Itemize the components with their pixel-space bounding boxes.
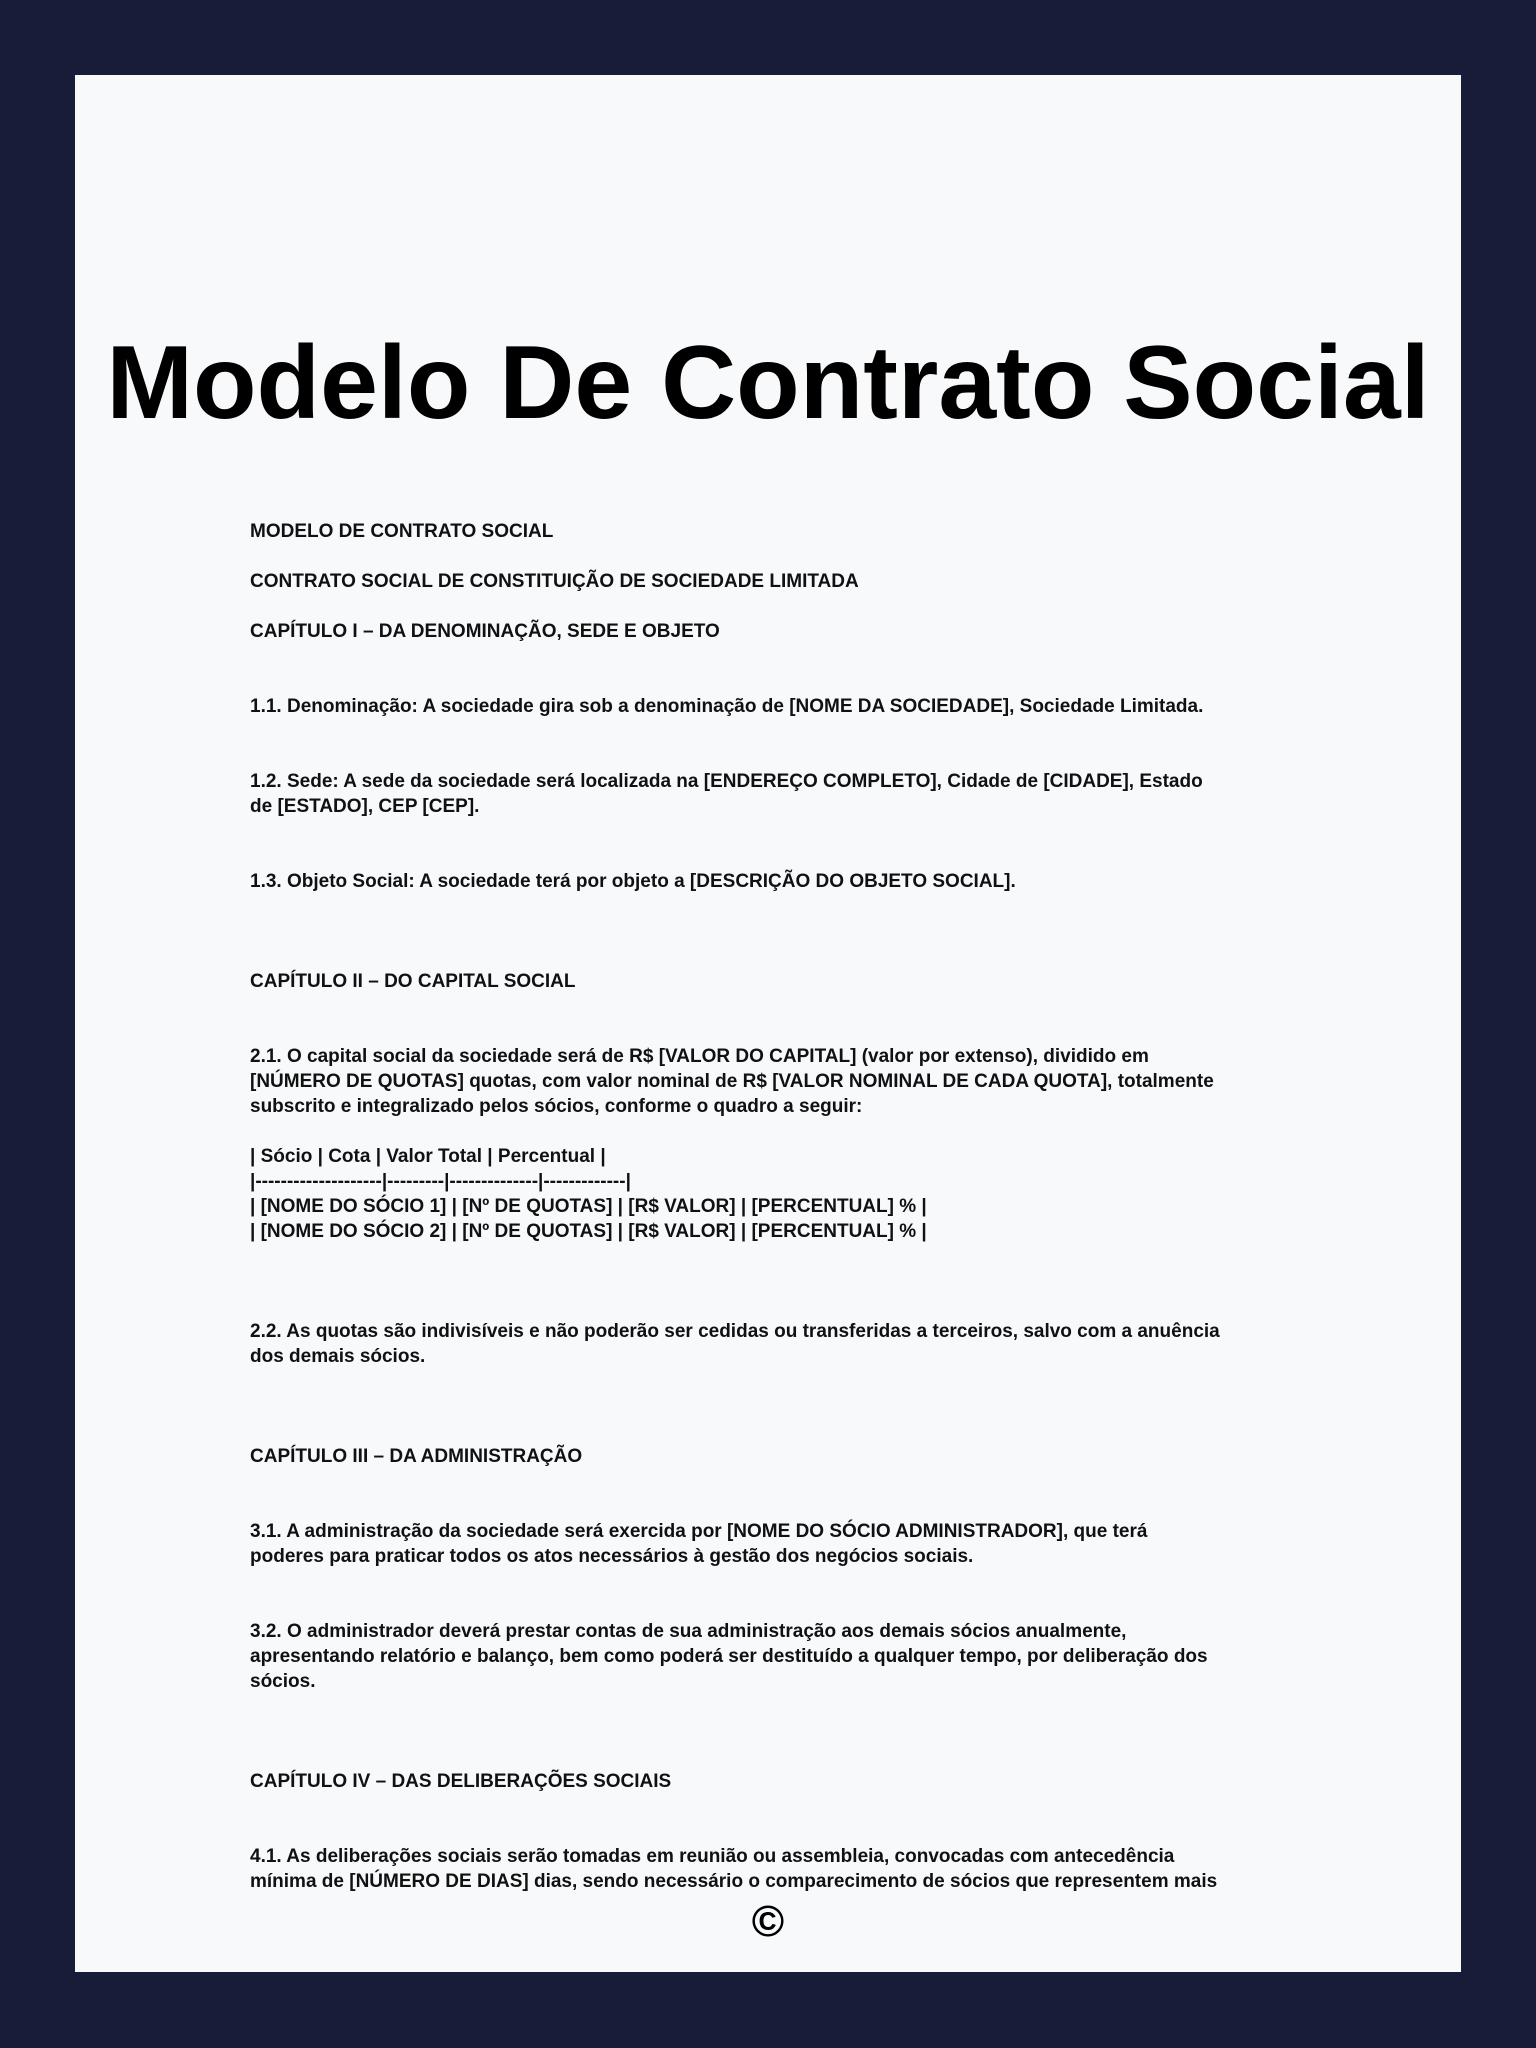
document-title: Modelo De Contrato Social: [106, 325, 1430, 441]
copyright-icon: ©: [751, 1897, 785, 1946]
document-body-text: MODELO DE CONTRATO SOCIAL CONTRATO SOCIAL DE CONSTITUIÇÃO DE SOCIEDADE LIMITADA CAPÍTULO I – DA DENOMINAÇÃO, SEDE E OBJETO 1.1. Denominação: A sociedade gira sob a denominação de [NOME DA SOCIEDADE], Sociedade Limitada. 1.2. Sede: A sede da sociedade será localizada na [ENDEREÇO COMPLETO], Cidade de [CIDADE], Estado de [ESTADO], CEP [CEP]. 1.3. Objeto Social: A sociedade terá por objeto a [DESCRIÇÃO DO OBJETO SOCIAL]. CAPÍTULO II – DO CAPITAL SOCIAL 2.1. O capital social da sociedade será de R$ [VALOR DO CAPITAL] (valor por extenso), dividido em [NÚMERO DE QUOTAS] quotas, com valor nominal de R$ [VALOR NOMINAL DE CADA QUOTA], totalmente subscrito e integralizado pelos sócios, conforme o quadro a seguir: | Sócio | Cota | Valor Total | Percentual | |--------------------|---------|--------------|-------------| | [NOME DO SÓCIO 1] | [Nº DE QUOTAS] | [R$ VALOR] | [PERCENTUAL] % | | [NOME DO SÓCIO 2] | [Nº DE QUOTAS] | [R$ VALOR] | [PERCENTUAL] % | 2.2. As quotas são indivisíveis e não poderão ser cedidas ou transferidas a terceiros, salvo com a anuência dos demais sócios. CAPÍTULO III – DA ADMINISTRAÇÃO 3.1. A administração da sociedade será exercida por [NOME DO SÓCIO ADMINISTRADOR], que terá poderes para praticar todos os atos necessários à gestão dos negócios sociais. 3.2. O administrador deverá prestar contas de sua administração aos demais sócios anualmente, apresentando relatório e balanço, bem como poderá ser destituído a qualquer tempo, por deliberação dos sócios. CAPÍTULO IV – DAS DELIBERAÇÕES SOCIAIS 4.1. As deliberações sociais serão tomadas em reunião ou assembleia, convocadas com antecedência mínima de [NÚMERO DE DIAS] dias, sendo necessário o comparecimento de sócios que representem mais: [250, 521, 1220, 1892]
document-page: [75, 75, 1461, 1972]
